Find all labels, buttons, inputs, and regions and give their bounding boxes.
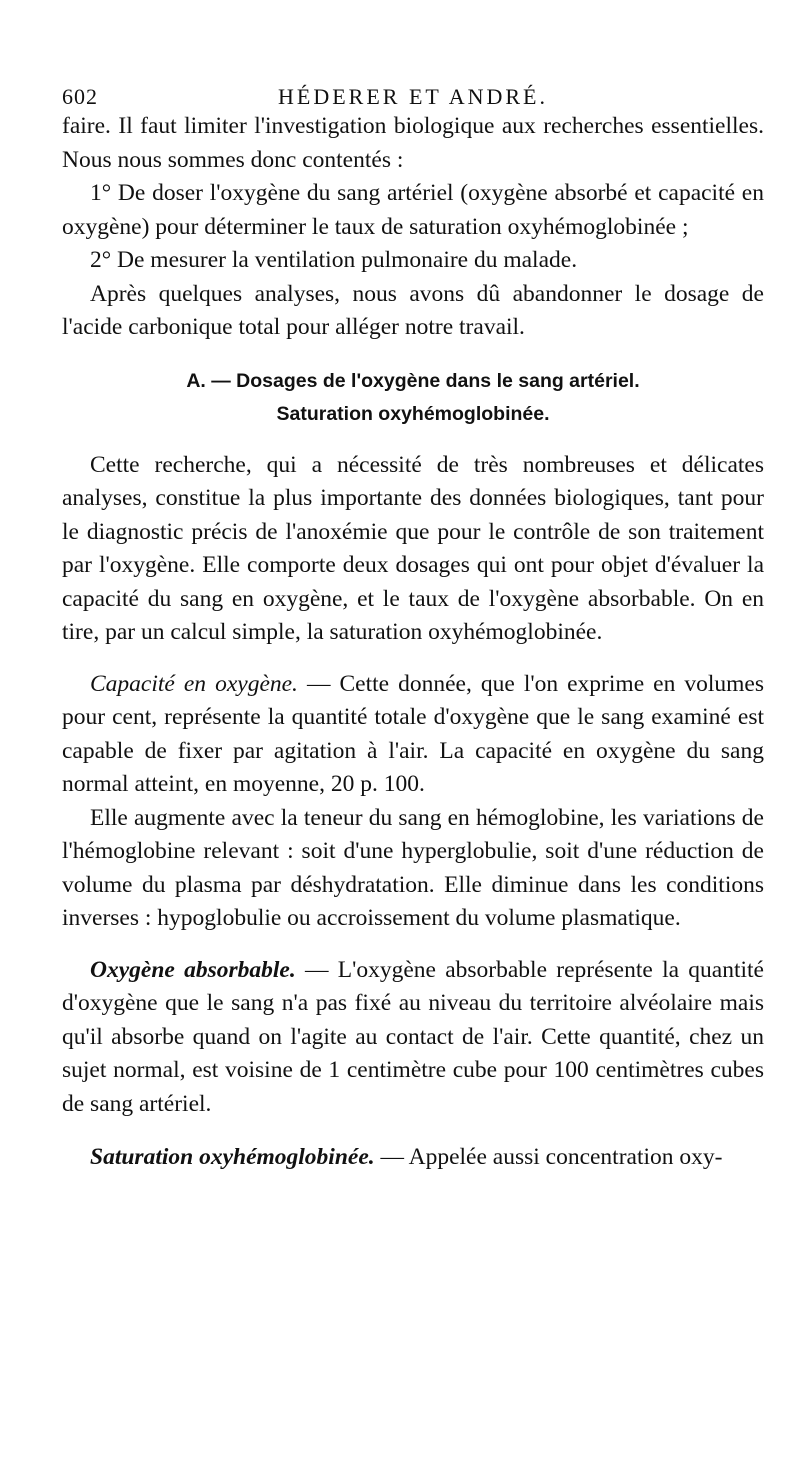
capacity-run-in-heading: Capacité en oxygène. bbox=[90, 670, 298, 697]
section-heading-line-2: Saturation oxyhémoglobinée. bbox=[276, 402, 550, 425]
capacity-text: — Cette donnée, que l'on exprime en volumes pour cent, représente la quantité totale d'oxygène que le sang examiné est capable de fixer par agitation à l'air. La capacité en oxygène du sang normal atteint, en moyenne, 20 p. 100. bbox=[62, 670, 764, 797]
saturation-paragraph bbox=[62, 1141, 764, 1175]
document-page bbox=[62, 70, 764, 1175]
after-list-paragraph: Après quelques analyses, nous avons dû abandonner le dosage de l'acide carbonique total pour alléger notre travail. bbox=[62, 280, 764, 340]
running-title: HÉDERER ET ANDRÉ. bbox=[278, 84, 548, 109]
section-heading-line-1: A. — Dosages de l'oxygène dans le sang artériel. bbox=[186, 369, 640, 392]
list-item-2: 2° De mesurer la ventilation pulmonaire du malade. bbox=[90, 247, 578, 273]
section-a-paragraph: Cette recherche, qui a nécessité de très nombreuses et délicates analyses, constitue la plus importante des données biologiques, tant pour le diagnostic précis de l'anoxémie que pour le contrôle de son traitement par l'oxygène. Elle comporte deux dosages qui ont pour objet d'évaluer la capacité du sang en oxygène, et le taux de l'oxygène absorbable. On en tire, par un calcul simple, la saturation oxyhémoglobinée. bbox=[62, 451, 764, 645]
list-item-1: 1° De doser l'oxygène du sang artériel (oxygène absorbé et capacité en oxygène) pour déterminer le taux de saturation oxyhémoglobinée ; bbox=[62, 180, 764, 240]
absorbable-paragraph bbox=[62, 954, 764, 1122]
page-number: 602 bbox=[62, 84, 98, 109]
capacity-paragraph bbox=[62, 668, 764, 802]
saturation-run-in-heading: Saturation oxyhémoglobinée. bbox=[90, 1144, 375, 1170]
absorbable-text: — L'oxygène absorbable représente la quantité d'oxygène que le sang n'a pas fixé au niveau du territoire alvéolaire mais qu'il absorbe quand on l'agite au contact de l'air. Cette quantité, chez un sujet normal, est voisine de 1 centimètre cube pour 100 centimètres cubes de sang artériel. bbox=[62, 956, 764, 1117]
running-header bbox=[62, 70, 764, 110]
saturation-text: — Appelée aussi concentration oxy- bbox=[374, 1144, 723, 1170]
absorbable-run-in-heading: Oxygène absorbable. bbox=[90, 956, 296, 983]
intro-paragraph: faire. Il faut limiter l'investigation biologique aux recherches essentielles. Nous nous sommes donc contentés : bbox=[62, 113, 764, 173]
capacity-paragraph-2: Elle augmente avec la teneur du sang en hémoglobine, les variations de l'hémoglobine relevant : soit d'une hyperglobulie, soit d'une réduction de volume du plasma par déshydratation. Elle diminue dans les conditions inverses : hypoglobulie ou accroissement du volume plasmatique. bbox=[62, 804, 764, 931]
